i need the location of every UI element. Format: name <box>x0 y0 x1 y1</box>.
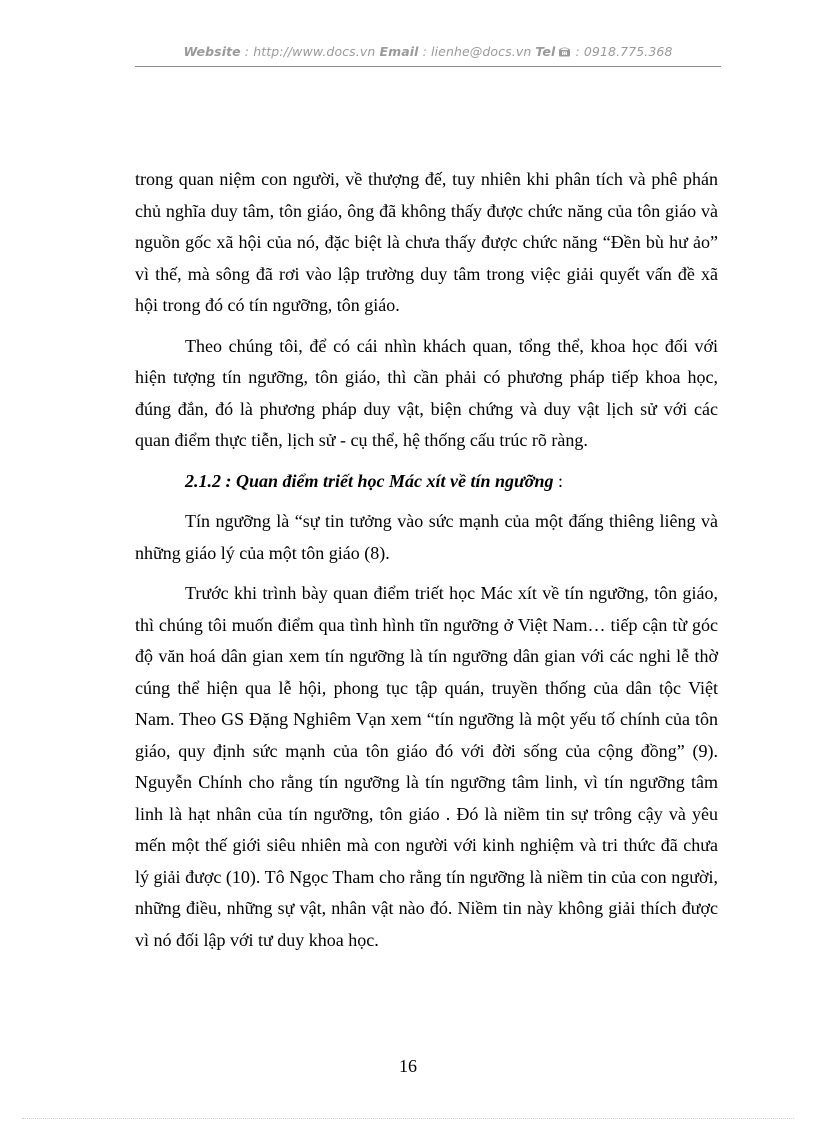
body-paragraph-4: Trước khi trình bày quan điểm triết học Mác xít về tín ngưỡng, tôn giáo, thì chúng tôi muốn điểm qua tình hình tĩn ngưỡng ở Việt Nam… tiếp cận từ góc độ văn hoá dân gian xem tín ngưỡng là tín ngưỡng dân gian với các nghi lễ thờ cúng thể hiện qua lễ hội, phong tục tập quán, truyền thống của dân tộc Việt Nam. Theo GS Đặng Nghiêm Vạn xem “tín ngưỡng là một yếu tố chính của tôn giáo, quy định sức mạnh của tôn giáo đó với đời sống của cộng đồng” (9). Nguyễn Chính cho rằng tín ngưỡng là tín ngưỡng tâm linh, vì tín ngưỡng tâm linh là hạt nhân của tín ngưỡng, tôn giáo . Đó là niềm tin sự trông cậy và yêu mến một thế giới siêu nhiên mà con người với kinh nghiệm và tri thức đã chưa lý giải được (10). Tô Ngọc Tham cho rằng tín ngưỡng là niềm tin của con người, những điều, những sự vật, nhân vật nào đó. Niềm tin này không giải thích được vì nó đối lập với tư duy khoa học. <box>135 583 718 950</box>
page-header <box>135 44 721 64</box>
website-label: Website <box>183 44 241 59</box>
body-paragraph-2: Theo chúng tôi, để có cái nhìn khách quan, tổng thể, khoa học đối với hiện tượng tín ngưỡng, tôn giáo, thì cần phải có phương pháp tiếp khoa học, đúng đắn, đó là phương pháp duy vật, biện chứng và duy vật lịch sử với các quan điểm thực tiễn, lịch sử - cụ thể, hệ thống cấu trúc rõ ràng. <box>135 335 718 450</box>
body-paragraph-1: trong quan niệm con người, về thượng đế, tuy nhiên khi phân tích và phê phán chủ nghĩa duy tâm, tôn giáo, ông đã không thấy được chức năng của tôn giáo và nguồn gốc xã hội của nó, đặc biệt là chưa thấy được chức năng “Đền bù hư ảo” vì thế, mà sông đã rơi vào lập trường duy tâm trong việc giải quyết vấn đề xã hội trong đó có tín ngưỡng, tôn giáo. <box>135 169 718 315</box>
section-heading-title: 2.1.2 : Quan điểm triết học Mác xít về tín ngưỡng <box>185 470 554 491</box>
email-label: Email <box>379 44 419 59</box>
website-url[interactable]: : http://www.docs.vn <box>240 44 380 59</box>
tel-label: Tel <box>535 44 556 59</box>
section-heading-colon: : <box>553 470 563 491</box>
telephone-icon <box>558 45 571 60</box>
section-heading <box>135 466 718 498</box>
page-bottom-border <box>22 1118 794 1119</box>
page-number: 16 <box>399 1056 417 1076</box>
email-address[interactable]: : lienhe@docs.vn <box>418 44 536 59</box>
header-divider <box>135 66 721 67</box>
document-body <box>135 164 718 965</box>
telephone-number: : 0918.775.368 <box>571 44 673 59</box>
body-paragraph-3: Tín ngưỡng là “sự tin tưởng vào sức mạnh của một đấng thiêng liêng và những giáo lý của một tôn giáo (8). <box>135 511 718 563</box>
